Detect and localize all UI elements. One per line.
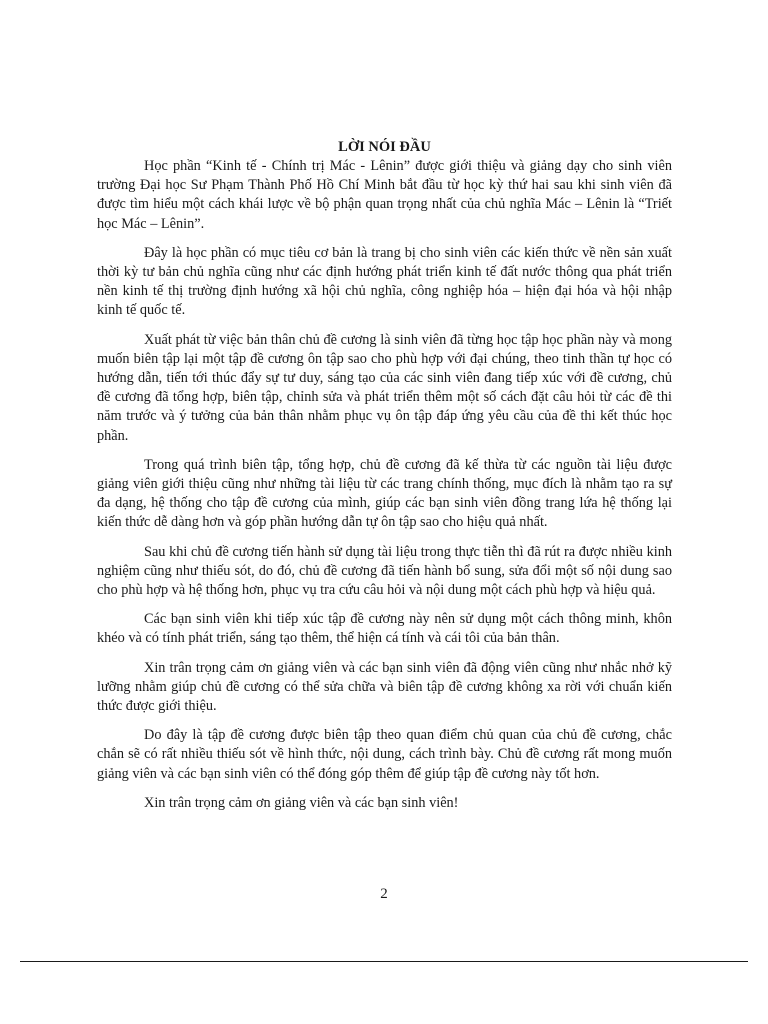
paragraph-6: Các bạn sinh viên khi tiếp xúc tập đề cương này nên sử dụng một cách thông minh, khôn khéo và có tính phát triển, sáng tạo thêm, thể hiện cá tính và cái tôi của bản thân. <box>97 611 672 647</box>
paragraph-7: Xin trân trọng cảm ơn giảng viên và các bạn sinh viên đã động viên cũng như nhắc nhở kỹ lưỡng nhằm giúp chủ đề cương có thể sửa chữa và biên tập đề cương không xa rời với chuẩn kiến thức được giới thiệu. <box>97 659 672 715</box>
preface-content <box>97 138 672 823</box>
page-number: 2 <box>380 886 388 902</box>
paragraph-2: Đây là học phần có mục tiêu cơ bản là trang bị cho sinh viên các kiến thức về nền sản xuất thời kỳ tư bản chủ nghĩa cũng như các định hướng phát triển kinh tế đất nước thông qua phát triển nền kinh tế thị trường định hướng xã hội chủ nghĩa, công nghiệp hóa – hiện đại hóa và hội nhập kinh tế quốc tế. <box>97 244 672 319</box>
footer-divider <box>20 961 748 962</box>
paragraph-8: Do đây là tập đề cương được biên tập theo quan điểm chủ quan của chủ đề cương, chắc chắn sẽ có rất nhiều thiếu sót về hình thức, nội dung, cách trình bày. Chủ đề cương rất mong muốn giảng viên và các bạn sinh viên có thể đóng góp thêm để giúp tập đề cương này tốt hơn. <box>97 727 672 782</box>
paragraph-9: Xin trân trọng cảm ơn giảng viên và các bạn sinh viên! <box>144 794 459 811</box>
paragraph-4: Trong quá trình biên tập, tổng hợp, chủ đề cương đã kế thừa từ các nguồn tài liệu được giảng viên giới thiệu cũng như những tài liệu từ các trang chính thống, mục đích là nhằm tạo ra sự đa dạng, hệ thống cho tập đề cương của mình, giúp các bạn sinh viên đồng trang lứa hệ thống lại kiến thức dễ dàng hơn và góp phần hướng dẫn tự ôn tập sao cho hiệu quả nhất. <box>97 456 672 531</box>
preface-title: LỜI NÓI ĐẦU <box>338 139 431 155</box>
paragraph-1: Học phần “Kinh tế - Chính trị Mác - Lênin” được giới thiệu và giảng dạy cho sinh viên trường Đại học Sư Phạm Thành Phố Hồ Chí Minh bắt đầu từ học kỳ thứ hai sau khi sinh viên đã được tìm hiểu một cách khái lược về bộ phận quan trọng nhất của chủ nghĩa Mác – Lênin là “Triết học Mác – Lênin”. <box>97 158 672 232</box>
paragraph-5: Sau khi chủ đề cương tiến hành sử dụng tài liệu trong thực tiễn thì đã rút ra được nhiều kinh nghiệm cũng như thiếu sót, do đó, chủ đề cương đã tiến hành bổ sung, sửa đổi một số nội dung sao cho phù hợp và hệ thống hơn, phục vụ tra cứu câu hỏi và nội dung một cách phù hợp và hiệu quả. <box>97 543 672 599</box>
paragraph-3: Xuất phát từ việc bản thân chủ đề cương là sinh viên đã từng học tập học phần này và mong muốn biên tập lại một tập đề cương ôn tập sao cho phù hợp với đại chúng, theo tinh thần tự học có hướng dẫn, tiến tới thúc đẩy sự tư duy, sáng tạo của các sinh viên đang tiếp xúc với đề cương, chủ đề cương đã tổng hợp, biên tập, chỉnh sửa và phát triển thêm một số cách đặt câu hỏi từ các đề thi năm trước và ý tưởng của bản thân nhằm phục vụ ôn tập đáp ứng yêu cầu của đề thi kết thúc học phần. <box>97 331 672 444</box>
